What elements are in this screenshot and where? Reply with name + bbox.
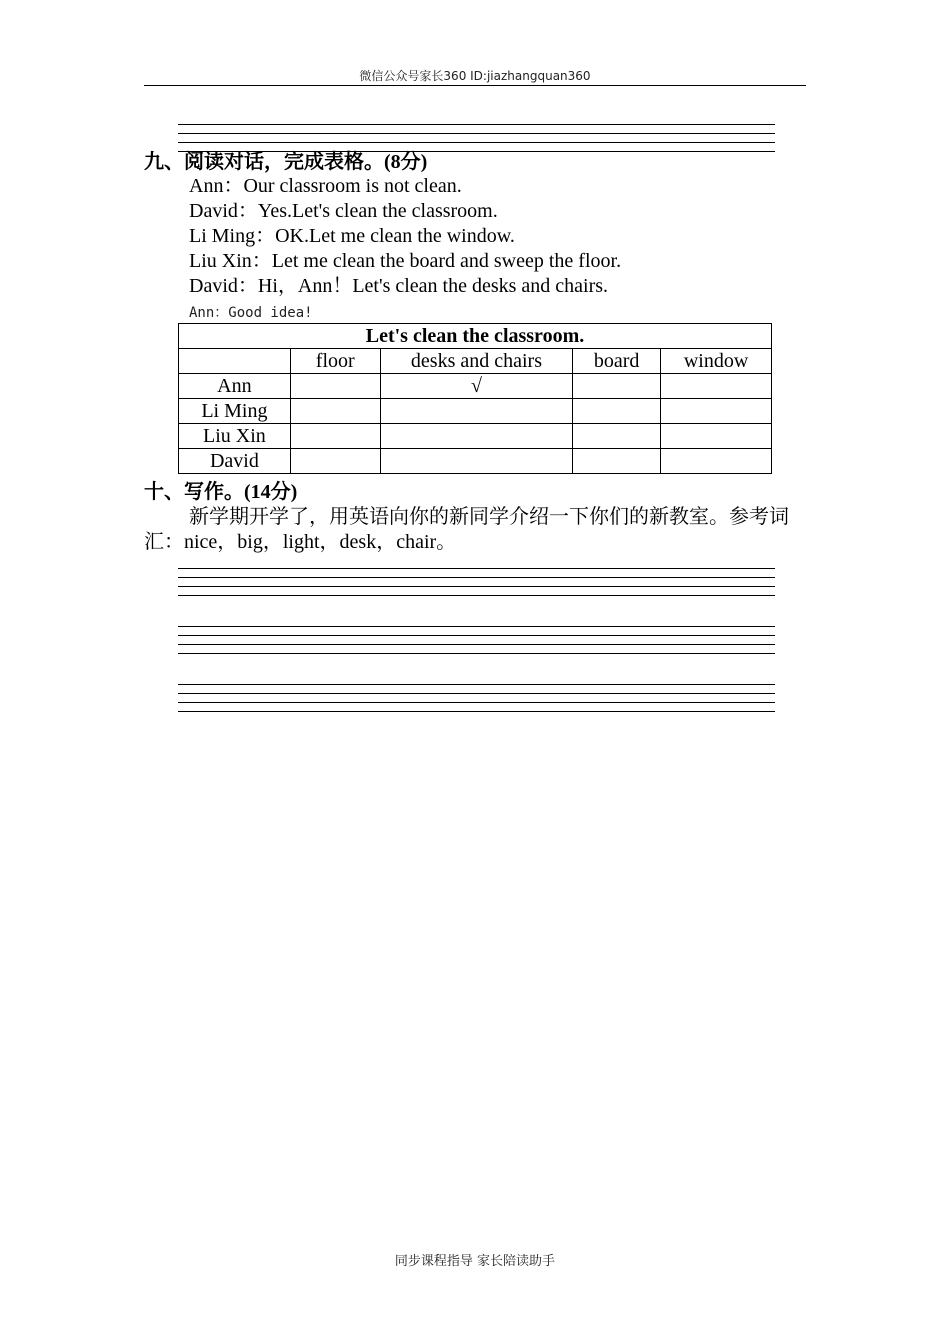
row-name: Ann [179, 374, 291, 399]
row-name: Liu Xin [179, 424, 291, 449]
dialogue-line: David：Yes.Let's clean the classroom. [189, 200, 498, 222]
table-header-cell: board [573, 349, 661, 374]
answer-cell[interactable] [380, 399, 573, 424]
answer-cell[interactable]: √ [380, 374, 573, 399]
answer-cell[interactable] [573, 399, 661, 424]
row-name: Li Ming [179, 399, 291, 424]
answer-cell[interactable] [290, 374, 380, 399]
section-9-title: 九、阅读对话，完成表格。 [144, 149, 384, 173]
page-header: 微信公众号家长360 ID:jiazhangquan360 [359, 69, 591, 83]
answer-cell[interactable] [290, 399, 380, 424]
dialogue-line: David：Hi，Ann！Let's clean the desks and chairs. [189, 275, 609, 297]
section-9-heading [144, 149, 427, 174]
table-header-row [179, 349, 772, 374]
cleaning-table [178, 323, 772, 474]
table-row [179, 424, 772, 449]
answer-cell[interactable] [573, 449, 661, 474]
table-header-cell: desks and chairs [380, 349, 573, 374]
answer-cell[interactable] [290, 424, 380, 449]
answer-cell[interactable] [661, 374, 772, 399]
answer-cell[interactable] [661, 449, 772, 474]
answer-cell[interactable] [661, 424, 772, 449]
table-title: Let's clean the classroom. [179, 324, 772, 349]
table-row [179, 374, 772, 399]
dialogue-line-last: Ann：Good idea! [189, 305, 313, 321]
section-9-points: (8分) [384, 151, 428, 173]
page-footer: 同步课程指导 家长陪读助手 [394, 1254, 556, 1269]
header-rule [144, 85, 806, 86]
answer-cell[interactable] [380, 449, 573, 474]
table-row [179, 449, 772, 474]
dialogue-line: Liu Xin：Let me clean the board and sweep the floor. [189, 250, 622, 272]
answer-cell[interactable] [380, 424, 573, 449]
section-10-title: 十、写作。 [144, 479, 244, 503]
section-10-heading [144, 479, 297, 504]
table-header-cell: floor [290, 349, 380, 374]
table-header-cell: window [661, 349, 772, 374]
answer-cell[interactable] [573, 424, 661, 449]
dialogue-line: Ann：Our classroom is not clean. [189, 175, 462, 197]
writing-prompt: 新学期开学了，用英语向你的新同学介绍一下你们的新教室。参考词汇：nice，big，light，desk，chair。 [144, 506, 789, 553]
section-10-points: (14分) [244, 481, 298, 503]
dialogue-line: Li Ming：OK.Let me clean the window. [189, 225, 515, 247]
row-name: David [179, 449, 291, 474]
answer-cell[interactable] [290, 449, 380, 474]
table-row [179, 399, 772, 424]
answer-cell[interactable] [573, 374, 661, 399]
table-header-cell [179, 349, 291, 374]
answer-cell[interactable] [661, 399, 772, 424]
